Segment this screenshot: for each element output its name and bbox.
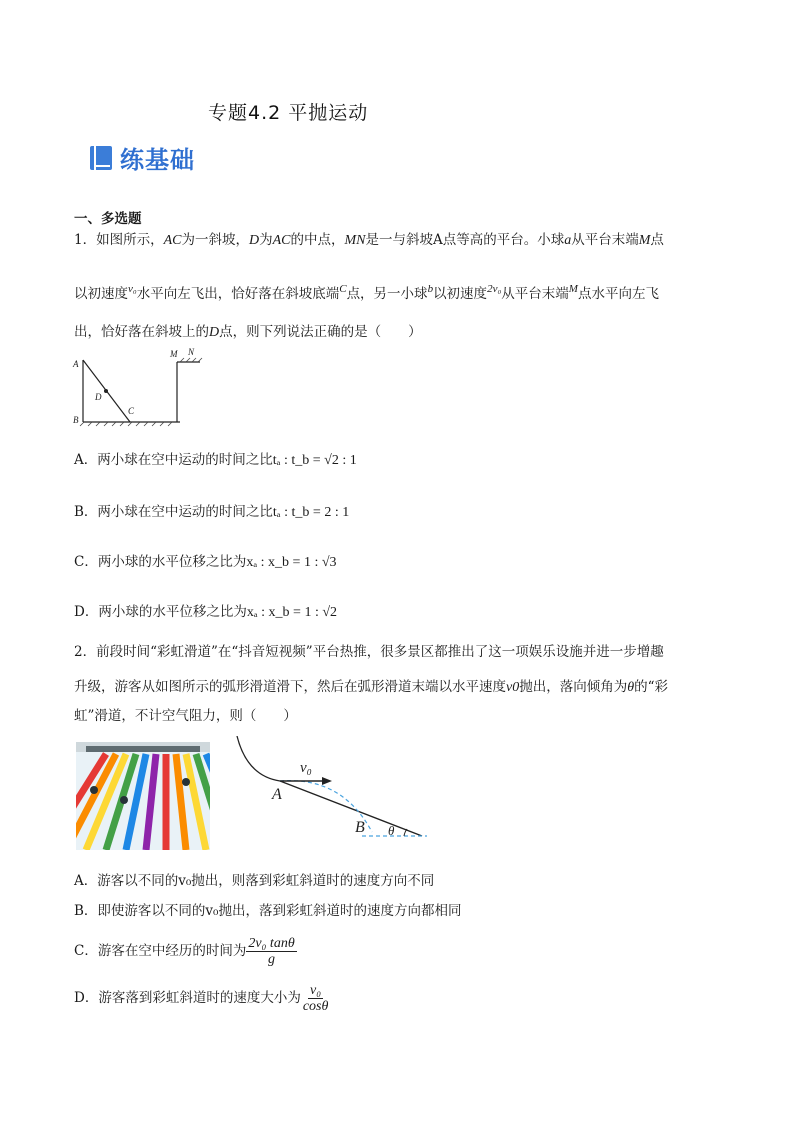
fig1-label-B: B <box>73 415 79 425</box>
section-badge <box>90 140 195 175</box>
fig2-label-A: A <box>272 786 282 803</box>
fig1-label-M: M <box>170 349 178 359</box>
q1-figure-slope <box>70 342 210 432</box>
section-heading: 一、多选题 <box>74 211 142 227</box>
q1-line3: 出，恰好落在斜坡上的D点，则下列说法正确的是（ ） <box>74 324 422 340</box>
badge-label: 练基础 <box>120 146 195 174</box>
q1-option-b: B．两小球在空中运动的时间之比tₐ : t_b = 2 : 1 <box>74 504 350 520</box>
page-title: 专题4.2 平抛运动 <box>208 102 369 124</box>
fraction-speed: $\frac{\text{v₀}}{\cos\theta}$ <box>302 983 329 1014</box>
q2-option-b: B．即使游客以不同的v₀抛出，落到彩虹斜道时的速度方向都相同 <box>74 903 462 919</box>
book-icon <box>90 146 112 170</box>
q2-line3: 虹”滑道，不计空气阻力，则（ ） <box>74 708 297 724</box>
fig1-label-N: N <box>188 347 195 357</box>
fig2-label-theta: θ <box>388 823 395 838</box>
fig2-label-B: B <box>355 819 365 836</box>
q2-figure-trajectory <box>232 736 432 846</box>
q1-line1: 1．如图所示，AC为一斜坡，D为AC的中点，MN是一与斜坡A点等高的平台。小球a从平台末端M点 <box>74 232 664 248</box>
q2-line2: 升级，游客从如图所示的弧形滑道滑下，然后在弧形滑道末端以水平速度v0抛出，落向倾角为θ的“彩 <box>74 679 669 695</box>
fig1-label-D: D <box>95 392 102 402</box>
q2-option-a: A．游客以不同的v₀抛出，则落到彩虹斜道时的速度方向不同 <box>74 873 435 889</box>
q2-option-d: D．游客落到彩虹斜道时的速度大小为 $\frac{\text{v₀}}{\cos\theta}$ <box>74 983 329 1014</box>
q1-option-d: D．两小球的水平位移之比为xₐ : x_b = 1 : √2 <box>74 604 338 620</box>
q2-option-c: C．游客在空中经历的时间为 $\frac{\text{2v₀ tanθ}}{g}$ <box>74 936 295 967</box>
q1-option-c: C．两小球的水平位移之比为xₐ : x_b = 1 : √3 <box>74 554 337 570</box>
fig1-label-A: A <box>73 359 79 369</box>
fig1-label-C: C <box>128 406 135 416</box>
fraction-time: $\frac{\text{2v₀ tanθ}}{g}$ <box>248 936 295 967</box>
q1-option-a: A．两小球在空中运动的时间之比tₐ : t_b = √2 : 1 <box>74 452 357 468</box>
q1-line2: 以初速度$^{v_0}$水平向左飞出，恰好落在斜坡底端$^C$点，另一小球$^b$以初速度$^{2v_0}$从平台末端$^M$点水平向左飞 <box>74 283 659 302</box>
q2-line1: 2．前段时间“彩虹滑道”在“抖音短视频”平台热推，很多景区都推出了这一项娱乐设施并进一步增趣 <box>74 644 664 660</box>
fig2-label-v0: v₀ <box>300 760 312 776</box>
rainbow-slide-photo <box>76 742 210 850</box>
